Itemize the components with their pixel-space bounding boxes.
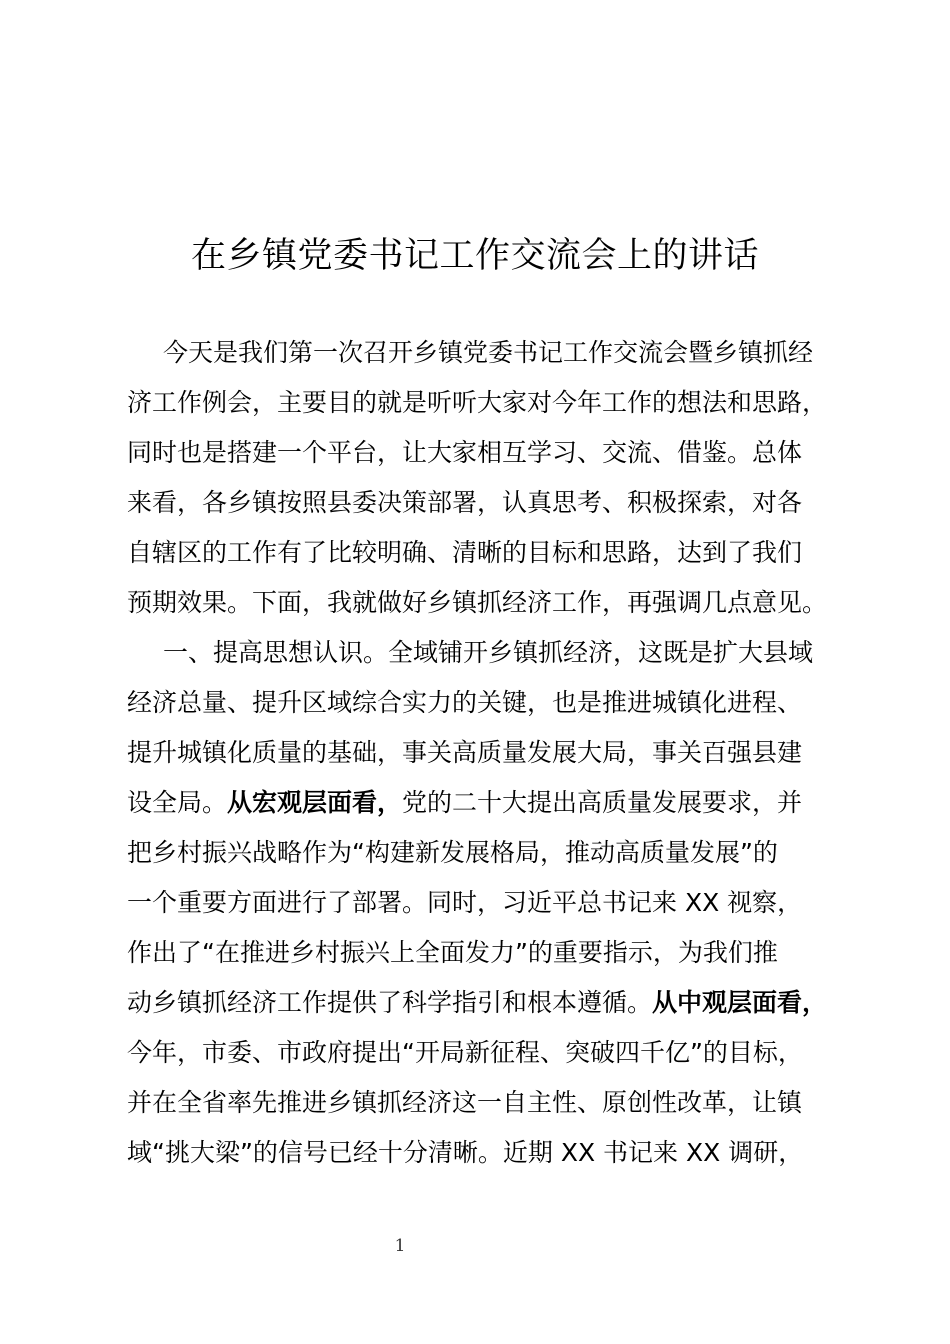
text-segment: 动乡镇抓经济工作提供了科学指引和根本遵循。 <box>127 988 653 1017</box>
text-line: 今天是我们第一次召开乡镇党委书记工作交流会暨乡镇抓经 <box>163 338 814 367</box>
text-line: 提升城镇化质量的基础，事关高质量发展大局，事关百强县建 <box>127 738 803 767</box>
text-line: 把乡村振兴战略作为“构建新发展格局，推动高质量发展”的 <box>127 838 778 867</box>
text-line: 济工作例会，主要目的就是听听大家对今年工作的想法和思路， <box>127 388 828 417</box>
document-title: 在乡镇党委书记工作交流会上的讲话 <box>190 236 759 276</box>
emphasis-text: 从中观层面看， <box>652 988 828 1017</box>
text-segment: 设全局。 <box>127 788 228 817</box>
document-body <box>127 328 847 1178</box>
page-number: 1 <box>394 1236 406 1256</box>
text-line: 同时也是搭建一个平台，让大家相互学习、交流、借鉴。总体 <box>127 438 803 467</box>
text-line-with-emphasis <box>127 978 847 1028</box>
text-line: 自辖区的工作有了比较明确、清晰的目标和思路，达到了我们 <box>127 538 803 567</box>
text-line-with-emphasis <box>127 778 847 828</box>
text-line: 一、提高思想认识。全域铺开乡镇抓经济，这既是扩大县域 <box>163 638 814 667</box>
text-line: 并在全省率先推进乡镇抓经济这一自主性、原创性改革，让镇 <box>127 1088 803 1117</box>
text-line: 来看，各乡镇按照县委决策部署，认真思考、积极探索，对各 <box>127 488 803 517</box>
text-line: 域“挑大梁”的信号已经十分清晰。近期 XX 书记来 XX 调研， <box>127 1138 804 1167</box>
text-line: 预期效果。下面，我就做好乡镇抓经济工作，再强调几点意见。 <box>127 588 828 617</box>
text-segment: 党的二十大提出高质量发展要求，并 <box>402 788 803 817</box>
text-line: 作出了“在推进乡村振兴上全面发力”的重要指示，为我们推 <box>127 938 778 967</box>
text-line: 经济总量、提升区域综合实力的关键，也是推进城镇化进程、 <box>127 688 803 717</box>
text-line: 今年，市委、市政府提出“开局新征程、突破四千亿”的目标， <box>127 1038 803 1067</box>
text-line: 一个重要方面进行了部署。同时，习近平总书记来 XX 视察， <box>127 888 803 917</box>
emphasis-text: 从宏观层面看， <box>227 788 403 817</box>
